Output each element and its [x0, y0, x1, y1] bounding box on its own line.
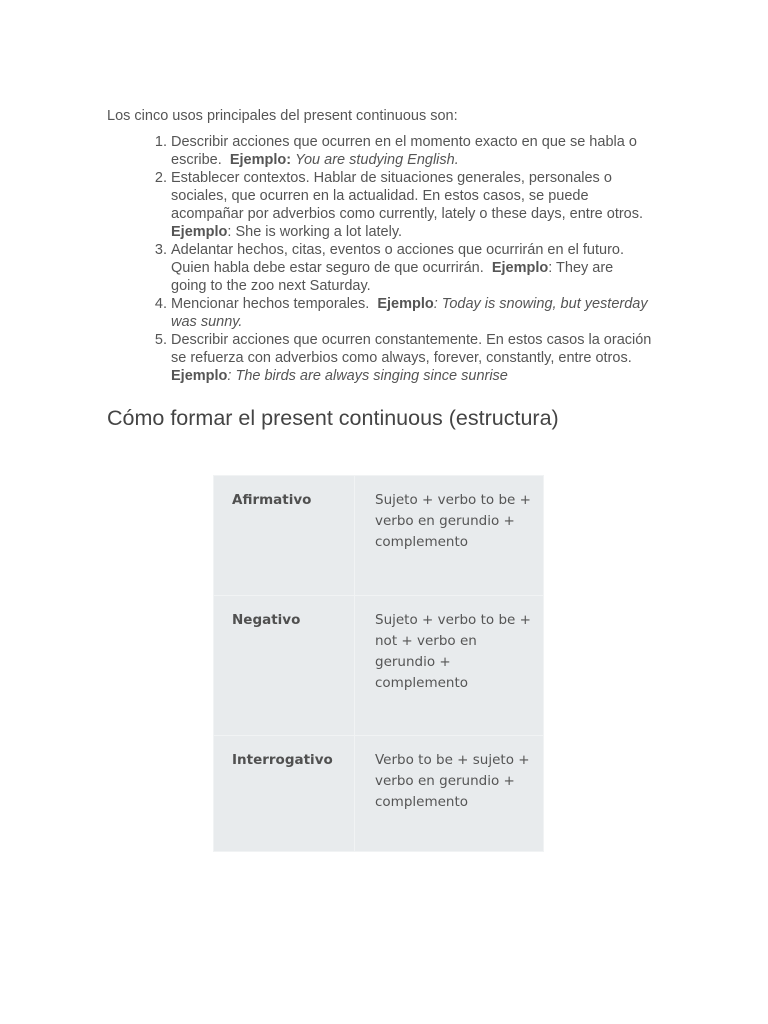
table-row [214, 596, 544, 736]
list-item [171, 295, 652, 331]
structure-table [213, 475, 544, 852]
structure-formula-cell: Verbo to be + sujeto + verbo en gerundio + complemento [355, 736, 544, 852]
intro-paragraph: Los cinco usos principales del present continuous son: [107, 107, 458, 124]
table-row [214, 736, 544, 852]
example-label: Ejemplo [171, 224, 228, 240]
sentence-type-cell: Negativo [214, 596, 355, 736]
use-text: Establecer contextos. Hablar de situaciones generales, personales o sociales, que ocurren en la actualidad. En estos casos, se puede acompañar por adverbios como currently, lately o these days, entre otros. [171, 170, 644, 222]
sentence-type-cell: Afirmativo [214, 476, 355, 596]
list-item [171, 169, 652, 241]
sentence-type-cell: Interrogativo [214, 736, 355, 852]
list-item [171, 241, 652, 295]
example-text: : The birds are always singing since sunrise [227, 368, 508, 384]
example-label: Ejemplo [491, 260, 549, 276]
example-text: : They are going to the zoo next Saturday. [171, 260, 614, 294]
list-item [171, 133, 652, 169]
list-item [171, 331, 652, 385]
use-text: Mencionar hechos temporales. [171, 296, 370, 312]
structure-formula-cell: Sujeto + verbo to be + verbo en gerundio + complemento [355, 476, 544, 596]
use-text: Describir acciones que ocurren en el momento exacto en que se habla o escribe. [171, 134, 637, 168]
uses-list [107, 133, 652, 385]
example-label: Ejemplo [171, 368, 228, 384]
structure-formula-cell: Sujeto + verbo to be + not + verbo en gerundio + complemento [355, 596, 544, 736]
use-text: Adelantar hechos, citas, eventos o acciones que ocurrirán en el futuro. Quien habla debe estar seguro de que ocurrirán. [171, 242, 624, 276]
example-text: : Today is snowing, but yesterday was sunny. [171, 296, 648, 330]
section-title: Cómo formar el present continuous (estructura) [107, 406, 559, 430]
table-row [214, 476, 544, 596]
use-text: Describir acciones que ocurren constantemente. En estos casos la oración se refuerza con adverbios como always, forever, constantly, entre otros. [171, 332, 652, 366]
example-text: : She is working a lot lately. [227, 224, 403, 240]
example-label: Ejemplo [377, 296, 434, 312]
example-label: Ejemplo: [229, 152, 292, 168]
example-text: You are studying English. [295, 152, 459, 168]
